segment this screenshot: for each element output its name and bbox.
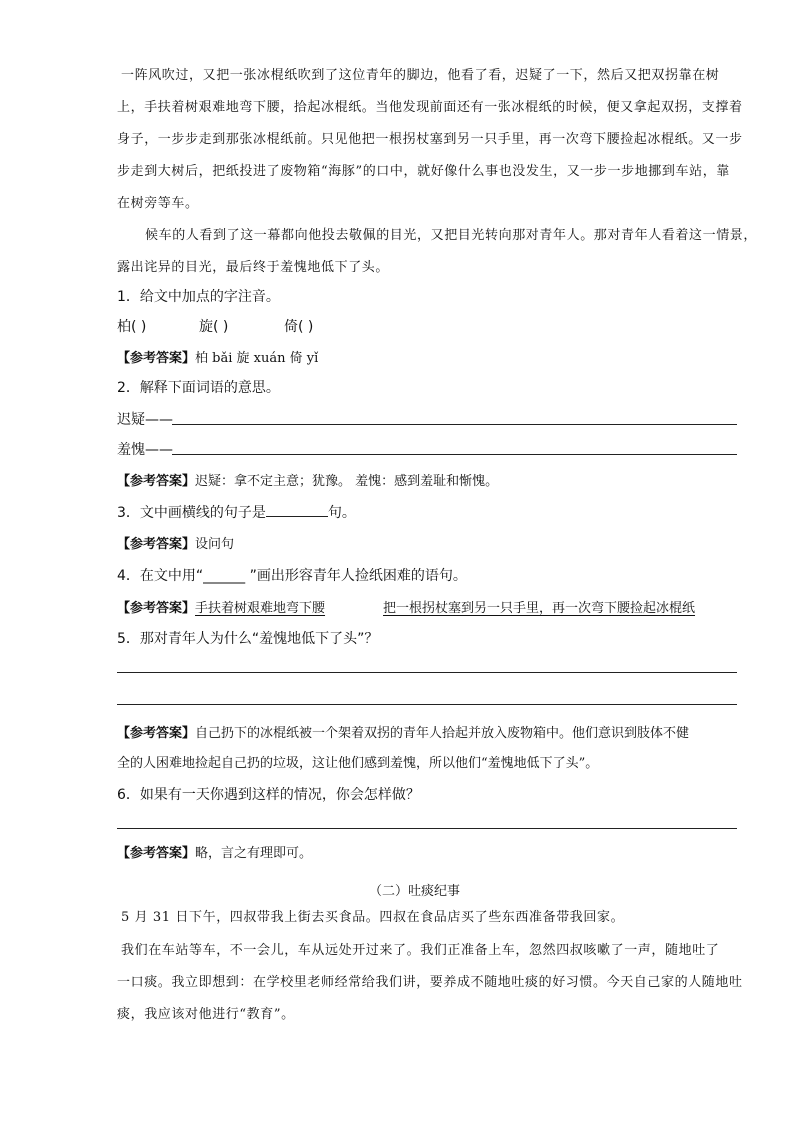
q4-answer-part-2-text: 把一根拐杖塞到另一只手里，再一次弯下腰捡起冰棍纸 xyxy=(383,601,696,616)
q3-answer xyxy=(117,533,234,552)
q3-question-post: 句。 xyxy=(327,505,356,521)
q6-answer xyxy=(117,842,312,861)
passage1-line-7: 露出诧异的目光，最后终于羞愧地低下了头。 xyxy=(117,260,390,275)
passage2-title: （二）吐痰纪事 xyxy=(369,884,461,899)
passage1-line-4: 步走到大树后，把纸投进了废物箱“海豚”的口中，就好像什么事也没发生，又一步一步地挪到车站，靠 xyxy=(117,164,730,179)
answer-tag: 【参考答案】 xyxy=(117,537,196,552)
q5-answer-text-1: 自己扔下的冰棍纸被一个架着双拐的青年人拾起并放入废物箱中。他们意识到肢体不健 xyxy=(195,726,690,741)
question-5: 5．那对青年人为什么“羞愧地低下了头”？ xyxy=(117,631,379,647)
q2-answer-line-2[interactable] xyxy=(172,454,737,455)
q2-word-2: 羞愧—— xyxy=(117,442,173,458)
q4-answer-part-1: 手扶着树艰难地弯下腰 xyxy=(195,601,326,616)
question-4: 4．在文中用“______ ”画出形容青年人捡纸困难的语句。 xyxy=(117,568,467,584)
q1-answer-text: 柏 bǎi 旋 xuán 倚 yǐ xyxy=(195,351,319,366)
q5-answer-line-2-text: 全的人困难地捡起自己扔的垃圾，这让他们感到羞愧，所以他们“羞愧地低下了头”。 xyxy=(117,756,599,771)
passage2-line-2: 我们在车站等车，不一会儿，车从远处开过来了。我们正准备上车，忽然四叔咳嗽了一声，随地吐了 xyxy=(121,943,720,958)
q3-question-pre: 3．文中画横线的句子是 xyxy=(117,505,266,521)
passage2-line-3: 一口痰。我立即想到：在学校里老师经常给我们讲，要养成不随地吐痰的好习惯。今天自己家的人随地吐 xyxy=(117,975,743,990)
answer-tag: 【参考答案】 xyxy=(117,726,196,741)
passage1-line-1: 一阵风吹过，又把一张冰棍纸吹到了这位青年的脚边，他看了看，迟疑了一下，然后又把双拐靠在树 xyxy=(121,68,720,83)
q4-answer xyxy=(117,597,325,616)
q2-answer-text: 迟疑：拿不定主意；犹豫。 羞愧：感到羞耻和惭愧。 xyxy=(195,474,499,489)
q5-answer-line-2[interactable] xyxy=(117,704,737,705)
passage1-line-2: 上，手扶着树艰难地弯下腰，拾起冰棍纸。当他发现前面还有一张冰棍纸的时候，便又拿起双拐，支撑着 xyxy=(117,100,743,115)
answer-tag: 【参考答案】 xyxy=(117,601,196,616)
q2-answer-line-1[interactable] xyxy=(172,424,737,425)
q1-answer xyxy=(117,347,318,366)
answer-tag: 【参考答案】 xyxy=(117,846,196,861)
passage1-line-5: 在树旁等车。 xyxy=(117,196,199,211)
q1-item-2: 旋( ) xyxy=(199,319,229,335)
q6-answer-text: 略，言之有理即可。 xyxy=(195,846,313,861)
q1-item-1: 柏( ) xyxy=(117,319,147,335)
q3-answer-text: 设问句 xyxy=(195,537,235,552)
q3-blank[interactable] xyxy=(266,502,328,517)
q6-answer-line[interactable] xyxy=(117,828,737,829)
passage1-line-6: 候车的人看到了这一幕都向他投去敬佩的目光，又把目光转向那对青年人。那对青年人看着这一情景， xyxy=(145,228,758,243)
question-3 xyxy=(117,502,356,522)
q1-item-3: 倚( ) xyxy=(284,319,314,335)
answer-tag: 【参考答案】 xyxy=(117,351,196,366)
q5-answer-line-1[interactable] xyxy=(117,672,737,673)
q5-answer xyxy=(117,722,689,741)
q2-word-1: 迟疑—— xyxy=(117,412,173,428)
answer-tag: 【参考答案】 xyxy=(117,474,196,489)
passage2-line-4: 痰，我应该对他进行“教育”。 xyxy=(117,1007,295,1022)
question-1: 1．给文中加点的字注音。 xyxy=(117,289,280,305)
question-2: 2．解释下面词语的意思。 xyxy=(117,380,280,396)
passage2-line-1: 5 月 31 日下午，四叔带我上街去买食品。四叔在食品店买了些东西准备带我回家。 xyxy=(121,910,625,925)
q2-answer xyxy=(117,470,498,489)
q4-answer-part-2 xyxy=(383,597,695,616)
passage1-line-3: 身子，一步步走到那张冰棍纸前。只见他把一根拐杖塞到另一只手里，再一次弯下腰捡起冰棍纸。又一步 xyxy=(117,132,743,147)
question-6: 6．如果有一天你遇到这样的情况，你会怎样做？ xyxy=(117,787,420,803)
